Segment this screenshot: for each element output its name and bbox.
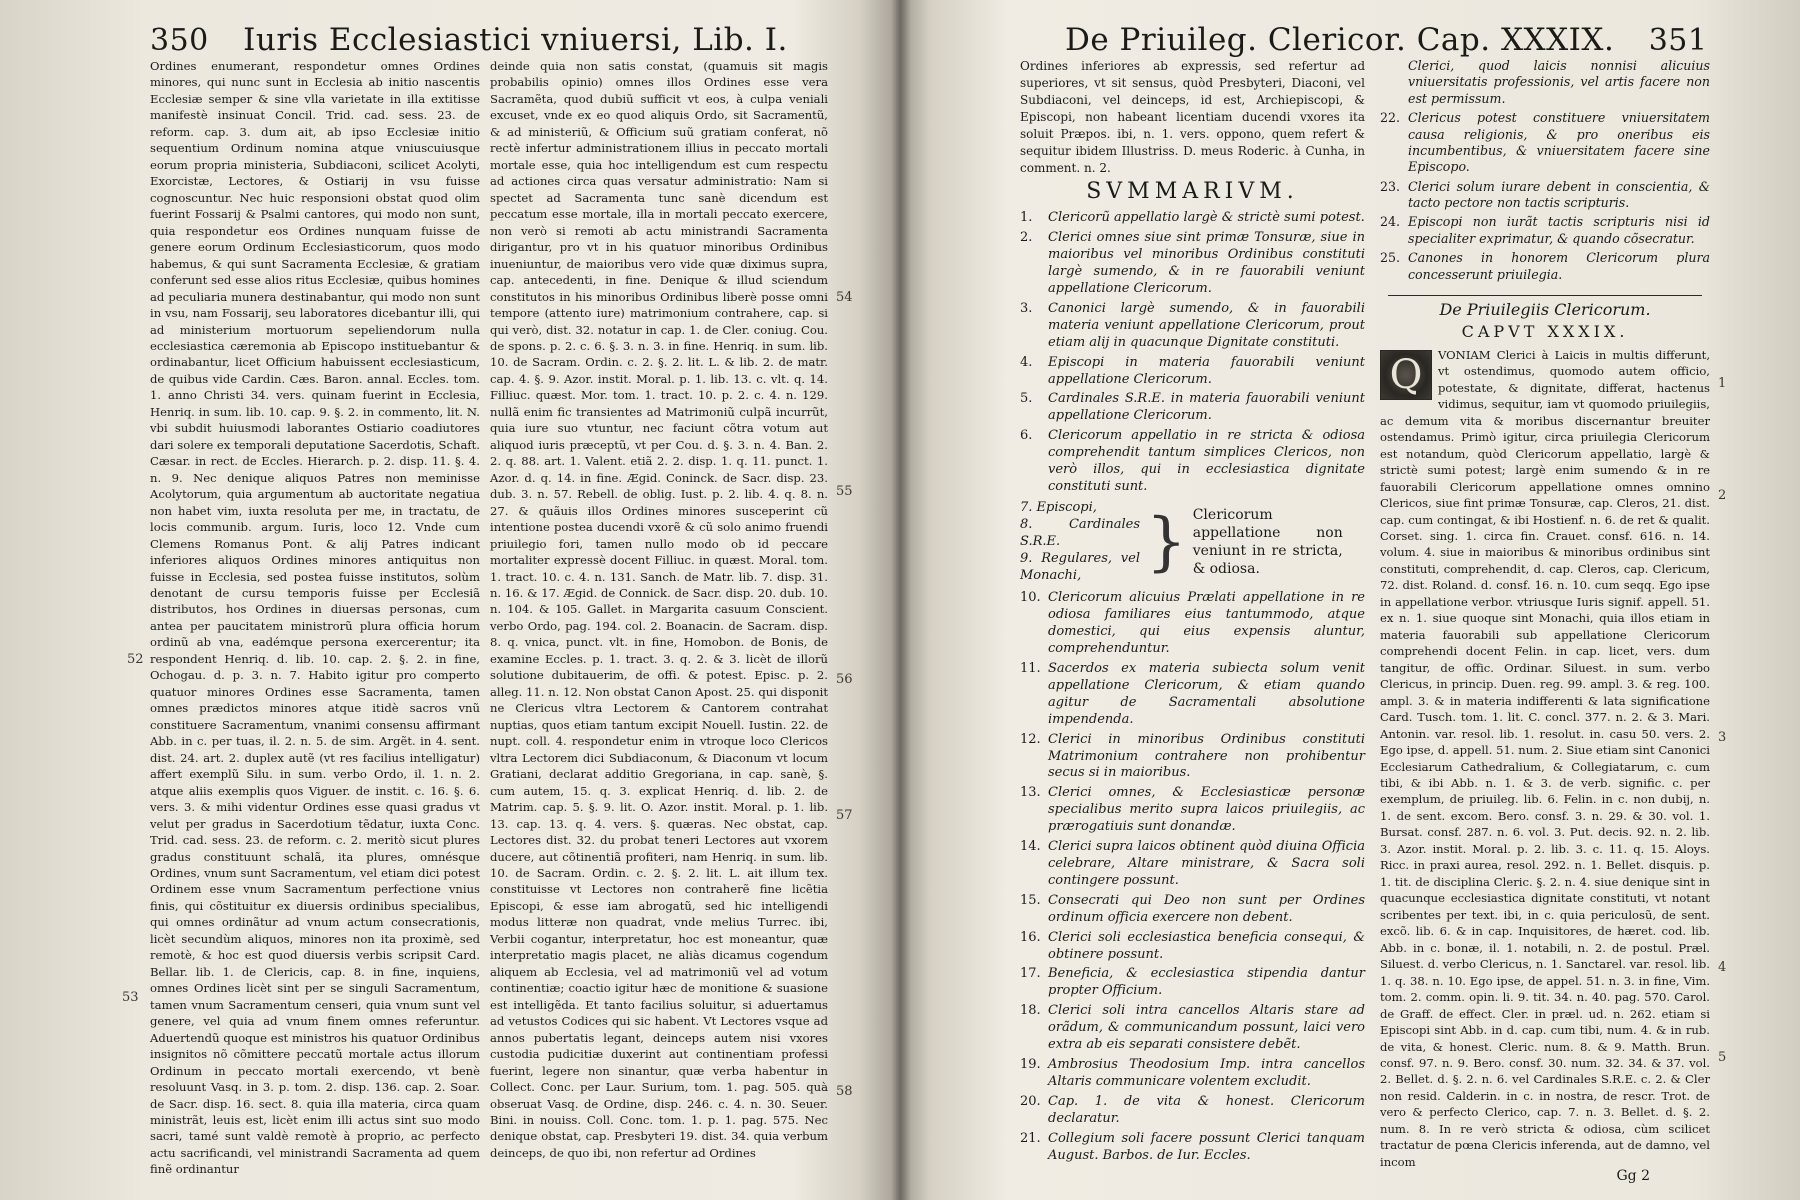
summary-text: Clericorum appellatio in re stricta & odiosa comprehendit tantum simplices Clericos, non verò illos, qui in ecclesiastica dignitate constituti sunt. (1048, 428, 1365, 494)
right-running-head: De Priuileg. Clericor. Cap. XXXIX. (1065, 22, 1615, 58)
left-column-1 (150, 58, 480, 1178)
summary-number: 21. (1020, 1130, 1041, 1146)
margin-number: 5 (1718, 1050, 1727, 1065)
summary-text: Clerici solum iurare debent in conscientia, & tacto pectore non tactis scripturis. (1408, 178, 1710, 210)
summary-text: Clerici soli ecclesiastica beneficia consequi, & obtinere possunt. (1048, 929, 1365, 962)
summary-number: 10. (1020, 590, 1041, 606)
summary-number: 14. (1020, 839, 1041, 855)
summary-text: Beneficia, & ecclesiastica stipendia dantur propter Officium. (1048, 966, 1365, 999)
summary-text: Clerici supra laicos obtinent quòd diuina Officia celebrare, Altare ministrare, & Sacra soli contingere possunt. (1048, 839, 1365, 888)
section-title: De Priuilegiis Clericorum. (1439, 299, 1651, 319)
summary-brace-group (1020, 500, 1365, 585)
summary-text: Clerici omnes, & Ecclesiasticæ personæ specialibus merito supra laicos priuilegiis, ac prærogatiuis sunt donandæ. (1048, 785, 1365, 835)
summary-item (1380, 110, 1710, 176)
summary-text: Ambrosius Theodosium Imp. intra cancellos Altaris communicare volentem excludit. (1048, 1056, 1365, 1089)
summary-text: Clerici, quod laicis nonnisi alicuius vniuersitatis professionis, vel artis facere non est permissum. (1408, 58, 1710, 106)
summary-text: Cardinales S.R.E. in materia fauorabili veniunt appellatione Clericorum. (1048, 391, 1365, 424)
left-page-number: 350 (150, 23, 209, 58)
summary-number: 25. (1380, 250, 1401, 266)
summary-number: 17. (1020, 966, 1041, 982)
summary-text: Canones in honorem Clericorum plura concesserunt priuilegia. (1408, 250, 1710, 282)
summary-item (1020, 428, 1365, 496)
summary-item (1020, 355, 1365, 389)
margin-number: 54 (836, 290, 853, 305)
summary-text: Clerici in minoribus Ordinibus constituti Matrimonium contrahere non prohibentur secus si in maioribus. (1048, 731, 1365, 781)
summary-item (1020, 785, 1365, 836)
summary-list-c (1380, 58, 1710, 283)
summary-item (1020, 966, 1365, 1000)
summary-item (1020, 1131, 1365, 1165)
summary-item (1020, 930, 1365, 964)
summary-text: Sacerdos ex materia subiecta solum venit appellatione Clericorum, & etiam quando agitur de Sacramentali absolutione impendenda. (1048, 661, 1365, 727)
margin-number: 1 (1718, 376, 1727, 391)
summary-text: Canonici largè sumendo, & in fauorabili materia veniunt appellatione Clericorum, prout etiam alij in quacunque Dignitate constituti. (1048, 300, 1365, 350)
summary-item (1020, 661, 1365, 729)
summary-number: 23. (1380, 178, 1401, 194)
margin-number: 57 (836, 808, 853, 823)
summary-item (1380, 250, 1710, 283)
summary-text: Episcopi in materia fauorabili veniunt appellatione Clericorum. (1048, 354, 1365, 387)
summary-number: 2. (1020, 230, 1033, 246)
margin-number: 58 (836, 1084, 853, 1099)
brace-symbol: } (1146, 505, 1187, 580)
summary-text: Cap. 1. de vita & honest. Clericorum declaratur. (1048, 1093, 1365, 1126)
summary-item (1380, 179, 1710, 212)
summary-number (1380, 58, 1408, 107)
brace-note: Clericorum appellatione non veniunt in re stricta, & odiosa. (1192, 507, 1343, 578)
summary-text: Collegium soli facere possunt Clerici tanquam August. Barbos. de Iur. Eccles. (1048, 1130, 1365, 1163)
summary-item (1020, 301, 1365, 352)
chapter-body (1380, 347, 1710, 1170)
gutter-shadow-left (860, 0, 900, 1200)
summary-item (1020, 732, 1365, 783)
summary-item (1020, 893, 1365, 927)
summary-item (1020, 210, 1365, 227)
summary-item (1020, 1057, 1365, 1091)
summary-number: 1. (1020, 210, 1033, 226)
summary-item (1020, 1003, 1365, 1054)
summary-number: 22. (1380, 110, 1401, 126)
summary-item (1020, 590, 1365, 658)
summary-item (1020, 230, 1365, 298)
summary-number: 5. (1020, 391, 1033, 407)
summary-text: Clericus potest constituere vniuersitatem causa religionis, & pro oneribus eis incumbentibus, & vniuersitatem facere sine Episcopo. (1408, 110, 1710, 175)
right-page-number: 351 (1648, 23, 1708, 58)
summary-item (1380, 214, 1710, 247)
right-column-2 (1380, 58, 1710, 1185)
brace-item: 9. Regulares, vel Monachi, (1020, 550, 1140, 583)
summary-number: 20. (1020, 1093, 1041, 1109)
summary-number: 18. (1020, 1003, 1041, 1019)
summary-number: 13. (1020, 785, 1041, 801)
margin-number: 53 (122, 990, 139, 1005)
brace-item: 7. Episcopi, (1020, 499, 1097, 515)
left-col2-text: deinde quia non satis constat, (quamuis sit magis probabilis opinio) omnes illos Ordines esse vera Sacramẽta, quod dubiũ sufficit vt eos, à culpa veniali excuset, vnde ex eo quod aliquis Ordo, sit Sacramentũ, & ad ministeriũ, & Officium suũ gratiam conferat, nõ rectè infertur administrationem illius in peccato mortali mortale esse, quia hoc intelligendum est cum respectu ad actiones circa quas versatur administratio: Nam si spectet ad Sacramenta tunc sanè dicendum est peccatum esse mortale, illa in mortali peccato exercere, non verò si remoti ab actu ministrandi Sacramenta dirigantur, pro vt in his quatuor minoribus Ordinibus inueniuntur, de maioribus vero vide quæ diximus supra, cap. antecedenti, in fine. Denique & illud sciendum constitutos in his minoribus Ordinibus liberè posse omni tempore (attento iure) matrimonium contrahere, cap. si qui verò, dist. 32. notatur in cap. 1. de Cler. coniug. Cou. de spons. p. 2. c. 6. §. 3. n. 3. in fine. Henriq. in sum. lib. 10. de Sacram. Ordin. c. 2. §. 2. lit. L. & lib. 2. de matr. cap. 4. §. 9. Azor. instit. Moral. p. 1. lib. 13. c. vlt. q. 14. Filliuc. quæst. Mor. tom. 1. tract. 10. p. 2. c. 4. n. 129. nullã enim fic transientes ad Matrimoniũ culpã incurrũt, quia iure suo vtuntur, nec faciunt cõtra votum aut aliquod iuris præceptũ, vt per Cou. d. §. 3. n. 4. Ban. 2. 2. q. 88. art. 1. Valent. etiã 2. 2. disp. 1. q. 11. punct. 1. Azor. d. q. 14. in fine. Ægid. Coninck. de Sacr. disp. 23. dub. 3. n. 57. Rebell. de oblig. Iust. p. 2. lib. 4. q. 8. n. 27. & quãuis illos Ordines minores susceperint cũ intentione postea ducendi vxorẽ & cũ solo animo fruendi priuilegio fori, tamen nullo modo ob id peccare mortaliter expressè docent Filliuc. in quæst. Moral. tom. 1. tract. 10. c. 4. n. 131. Sanch. de Matr. lib. 7. disp. 31. n. 16. & 17. Ægid. de Connick. de Sacr. disp. 20. dub. 10. n. 104. & 105. Gallet. in Margarita casuum Conscient. verbo Ordo, pag. 194. col. 2. Boanacin. de Sacram. disp. 8. q. vnica, punct. vlt. in fine, Homobon. de Bonis, de examine Eccles. p. 1. tract. 3. q. 2. & 3. licèt de illorũ solutione dubitauerim, de offi. & potest. Episc. p. 2. alleg. 11. n. 12. Non obstat Canon Apost. 25. qui disponit ne Clericus vltra Lectorem & Cantorem contrahat nuptias, quos etiam tantum excipit Nouell. Iustin. 22. de nupt. coll. 4. respondetur enim in vtroque loco Clericos vltra Lectorem dici Subdiaconum, & Diaconum vt locum Gratiani, declarat additio Gregoriana, in cap. sanè, §. cum autem, 15. q. 3. explicat Henriq. d. lib. 2. de Matrim. cap. 5. §. 9. lit. O. Azor. instit. Moral. p. 1. lib. 13. cap. 13. q. 4. vers. §. quæras. Nec obstat, cap. Lectores dist. 32. du probat teneri Lectores aut vxorem ducere, aut cõtinentiã profiteri, nam Henriq. in sum. lib. 10. de Sacram. Ordin. c. 2. §. 2. lit. L. ait illum tex. constituisse vt Lectores non contraherẽ fine licẽtia Episcopi, & esse iam abrogatũ, sed hic intelligendi modus litteræ non quadrat, vnde melius Turrec. ibi, Verbii cogantur, interpretatur, hoc est moneantur, quæ interpretatio magis placet, ne aliàs dicamus cogendum aliquem ab Ecclesia, vel ad matrimoniũ vel ad votum continentiæ; coactio igitur hæc de monitione & suasione est intelligẽda. Et tanto facilius soluitur, si aduertamus ad vetustos Codices qui sic habent. Vt Lectores vsque ad annos pubertatis legant, deinceps autem nisi vxores custodia pudicitiæ duxerint aut continentiam professi fuerint, legere non sinantur, quæ verba habentur in Collect. Conc. per Laur. Surium, tom. 1. pag. 505. quà obseruat Vasq. de Ordine, disp. 246. c. 4. n. 30. Seuer. Bini. in nouiss. Coll. Conc. tom. 1. p. 1. pag. 575. Nec denique obstat, cap. Presbyteri 19. dist. 34. quia verbum deinceps, de quo ibi, non refertur ad Ordines (490, 59, 828, 1160)
summary-item (1020, 1094, 1365, 1128)
summary-list-b (1020, 590, 1365, 1164)
margin-number: 56 (836, 672, 853, 687)
summary-number: 6. (1020, 428, 1033, 444)
summary-number: 16. (1020, 929, 1041, 945)
chapter-title: CAPVT XXXIX. (1461, 322, 1629, 342)
chapter-text: VONIAM Clerici à Laicis in multis differunt, vt ostendimus, quomodo autem officio, potestate, & dignitate, differat, hactenus vidimus, sequitur, iam vt quomodo priuilegiis, ac demum vita & moribus discernantur breuiter ostendamus. Primò igitur, circa priuilegia Clericorum est notandum, quòd Clericorum appellatio, largè & strictè sumi potest; largè enim sumendo & in re fauorabili Clericorum appellatione omnes omnino Clericos, siue fint primæ Tonsuræ, cap. Cleros, 21. dist. cap. cum contingat, & ibi Hostienf. n. 6. de ret & qualit. Corset. sing. 1. circa fin. Crauet. consf. 616. n. 14. volum. 4. siue in maioribus & minoribus ordinibus sint constituti, comprehendit, d. cap. Cleros, cap. Clericum, 72. dist. Roland. d. consf. 16. n. 10. cum seqq. Ego ipse in appellatione verbor. vtriusque Iuris signif. appell. 51. ex n. 1. siue quoque sint Monachi, quia illos etiam in materia fauorabili sub appellatione Clericorum comprehendi docent Felin. in cap. licet, vers. dum tangitur, de offic. Ordinar. Siluest. in sum. verbo Clericus, in princip. Duen. reg. 99. ampl. 3. & reg. 100. ampl. 3. & in materia indifferenti & lata significatione Card. Tusch. tom. 1. lit. C. concl. 377. n. 2. & 3. Mari. Antonin. var. resol. lib. 1. resolut. in. casu 50. vers. 2. Ego ipse, d. appell. 51. num. 2. Siue etiam sint Canonici Ecclesiarum Cathedralium, & Collegiatarum, c. cum tibi, & ibi Abb. n. 1. & 3. de verb. signific. c. per exemplum, de priuileg. lib. 6. Felin. in c. non dubij, n. 1. de sent. excom. Bero. consf. 3. n. 29. & 30. vol. 1. Bursat. consf. 287. n. 6. vol. 3. Put. decis. 92. n. 2. lib. 3. Azor. instit. Moral. p. 2. lib. 3. c. 11. q. 15. Aloys. Ricc. in praxi aurea, resol. 292. n. 1. Bellet. disquis. p. 1. tit. de disciplina Cleric. §. 2. n. 4. siue denique sint in quacunque ecclesiastica dignitate constituti, vt notant scribentes per text. ibi, in c. quia periculosũ, de sent. excõ. lib. 6. & in cap. Inquisitores, de hæret. cod. lib. Abb. in c. bonæ, il. 1. notabili, n. 2. de postul. Præl. Siluest. d. verbo Clericus, n. 1. Sanctarel. var. resol. lib. 1. q. 38. n. 10. Ego ipse, de appel. 51. n. 3. in fine, Vim. tom. 2. comm. opin. li. 9. tit. 34. n. 40. pag. 570. Carol. de Graff. de effect. Cler. in præl. ud. n. 262. etiam si Episcopi sint Abb. in d. cap. cum tibi, num. 4. & in rub. de vita, & honest. Cleric. num. 8. & 9. Matth. Brun. consf. 97. n. 9. Bero. consf. 30. num. 32. 34. & 37. vol. 2. Bellet. d. §. 2. n. 6. vel Cardinales S.R.E. c. 2. & Cler non resid. Calderin. in c. in nostra, de rescr. Trot. de vero & perfecto Clerico, cap. 7. n. 3. Bellet. d. §. 2. num. 8. In re verò stricta & odiosa, cùm scilicet tractatur de pœna Clericis inferenda, aut de damno, vel incom (1380, 347, 1710, 1169)
margin-number: 4 (1718, 960, 1727, 975)
summary-text: Consecrati qui Deo non sunt per Ordines ordinum officia exercere non debent. (1048, 892, 1365, 925)
signature-mark: Gg 2 (1616, 1168, 1650, 1185)
summary-number: 24. (1380, 214, 1401, 230)
left-running-head: Iuris Ecclesiastici vniuersi, Lib. I. (243, 22, 788, 58)
summary-item (1020, 839, 1365, 890)
summary-item (1020, 391, 1365, 425)
summary-text: Clericorum alicuius Prælati appellatione in re odiosa familiares eius tantummodo, atque domestici, qui eius expensis aluntur, comprehenduntur. (1048, 590, 1365, 657)
section-rule (1388, 295, 1702, 296)
summary-number: 19. (1020, 1056, 1041, 1072)
summary-number: 11. (1020, 661, 1041, 677)
right-running-head-row (1065, 22, 1707, 58)
right-col1-intro: Ordines inferiores ab expressis, sed refertur ad superiores, vt sit sensus, quòd Presbyteri, Diaconi, vel Subdiaconi, vel deinceps, id est, Archiepiscopi, & Episcopi, non habeant licentiam ducendi vxores ita soluit Præpos. ibi, n. 1. vers. oppono, quem refert & sequitur ibidem Illustriss. D. meus Roderic. à Cunha, in comment. n. 2. (1020, 59, 1365, 176)
margin-number: 55 (836, 484, 853, 499)
summary-text: Episcopi non iurãt tactis scripturis nisi id specialiter exprimatur, & quando cõsecratur. (1408, 214, 1710, 246)
decorated-initial: Q (1380, 350, 1432, 400)
summary-number: 15. (1020, 892, 1041, 908)
summary-list-a (1020, 210, 1365, 496)
summary-number: 12. (1020, 731, 1041, 747)
left-col1-text: Ordines enumerant, respondetur omnes Ordines minores, qui nunc sunt in Ecclesia ab initio nascentis Ecclesiæ semper & sine vlla varietate in illa extitisse manifestè insinuat Concil. Trid. cad. sess. 23. de reform. cap. 3. dum ait, ab ipso Ecclesiæ initio sequentium Ordinum nomina atque vniuscuiusque eorum propria ministeria, Subdiaconi, scilicet Acolyti, Exorcistæ, Lectores, & Ostiarij in vsu fuisse cognoscuntur. Nec huic responsioni obstat quod olim fuerint Fossarij & Psalmi cantores, qui modo non sunt, quia respondetur eos Ordines nunquam fuisse de genere eorum Ordinum Ecclesiasticorum, quos modo habemus, & qui sunt Sacramenta Ecclesiæ, & gratiam conferunt sed esse alios ritus Ecclesiæ, quibus homines ad peculiaria munera destinabantur, qui modo non sunt in vsu, nam Fossarij, seu laboratores dicebantur illi, qui ad ministerium mortuorum sepeliendorum nulla ecclesiastica cæremonia ab Episcopo instituebantur & ordinabantur, licet Officium habuissent ecclesiasticum, de quibus vide Cardin. Cæs. Baron. annal. Eccles. tom. 1. anno Christi 34. vers. quinam fuerint in Ecclesia, Henriq. in sum. lib. 10. cap. 9. §. 2. in commento, lit. N. vbi subdit huiusmodi laborantes Ostiario coadiutores dari solere ex temporali deputatione Sacerdotis, Schaft. Cæsar. in rect. de Eccles. Hierarch. p. 2. disp. 11. §. 4. n. 9. Nec denique aliquos Patres non meminisse Acolytorum, quia argumentum ab auctoritate negatiua non habet vim, iuxta resoluta per me, in tractatu, de locis communib. argum. Iuris, loco 12. Vnde cum Clemens Romanus Pont. & alij Patres indicant inferiores aliquos Ordines minores antiquitus non fuisse in Ecclesia, sed postea fuisse institutos, solùm denotant de cursu temporis fuisse per Ecclesiã distributos, hos Ordines in diuersas personas, cum antea per paucitatem ministrorũ plura officia horum ordinũ ab vna, eadémque persona exercerentur; ita respondent Henriq. d. lib. 10. cap. 2. §. 2. in fine, Ochogau. d. p. 3. n. 7. Habito igitur pro comperto quatuor minores Ordines esse Sacramenta, tamen omnes prædictos minores atque itidè sacros vnũ constituere Sacramentum, vnanimi consensu affirmant Abb. in c. per tuas, il. 2. n. 5. de sim. Argẽt. in 4. sent. dist. 24. art. 2. duplex autẽ (vt res facilius intelligatur) affert exemplũ Silu. in sum. verbo Ordo, il. 1. n. 2. atque aliis exemplis quos Viguer. de instit. c. 16. §. 6. vers. 3. & mihi videntur Ordines esse quasi gradus vt velut per gradus in Sacerdotium tẽdatur, iuxta Conc. Trid. cad. sess. 23. de reform. c. 2. meritò sicut plures gradus constituunt schalã, ita plures, omnésque Ordines, vnum sunt Sacramentum, vel etiam dici potest Ordinem esse vnum Sacramentum perfectione vnius finis, qui cõstituitur ex diuersis ordinibus specialibus, qui omnes ordinãtur ad vnum actum consecrationis, licèt secundùm aliquos, minores non ita proximè, sed remotè, & hoc est quod diuersis verbis scripsit Card. Bellar. lib. 1. de Clericis, cap. 8. in fine, inquiens, omnes Ordines licèt sint per se singuli Sacramentum, tamen vnum Sacramentum censeri, quia vnum sunt vel genere, vel quia ad vnum finem omnes referuntur. Aduertendũ quoque est ministros his quatuor Ordinibus insignitos nõ cõmittere peccatũ mortale actus illorum Ordinum in peccato mortali exercendo, vt benè resoluunt Vasq. in 3. p. tom. 2. disp. 136. cap. 2. Soar. de Sacr. disp. 16. sect. 8. quia illa materia, circa quam ministrãt, leuis est, licèt enim illi actus sint suo modo sacri, tamé sunt valdè remotè à proprio, ac perfecto actu sacrificandi, vel ministrandi Sacramenta ad quem finẽ ordinantur (150, 59, 480, 1177)
brace-item: 8. Cardinales S.R.E. (1020, 516, 1140, 549)
brace-items (1020, 500, 1140, 585)
left-column-2 (490, 58, 828, 1161)
left-page (0, 0, 895, 1200)
right-column-1 (1020, 58, 1365, 1167)
right-page (900, 0, 1800, 1200)
summary-text: Clerici soli intra cancellos Altaris stare ad orãdum, & communicandum possunt, laici vero extra ab eis separati consistere debẽt. (1048, 1003, 1365, 1053)
margin-number: 3 (1718, 730, 1727, 745)
margin-number: 2 (1718, 488, 1727, 503)
summary-title: SVMMARIVM. (1086, 179, 1299, 205)
margin-number: 52 (127, 652, 144, 667)
summary-text: Clerici omnes siue sint primæ Tonsuræ, siue in maioribus vel minoribus Ordinibus constituti largè sumendo, & in re fauorabili veniunt appellatione Clericorum. (1048, 230, 1365, 296)
left-running-head-row (150, 22, 788, 58)
summary-item (1380, 58, 1710, 107)
summary-text: Clericorũ appellatio largè & strictè sumi potest. (1048, 210, 1365, 226)
summary-number: 3. (1020, 300, 1033, 316)
summary-number: 4. (1020, 354, 1033, 370)
